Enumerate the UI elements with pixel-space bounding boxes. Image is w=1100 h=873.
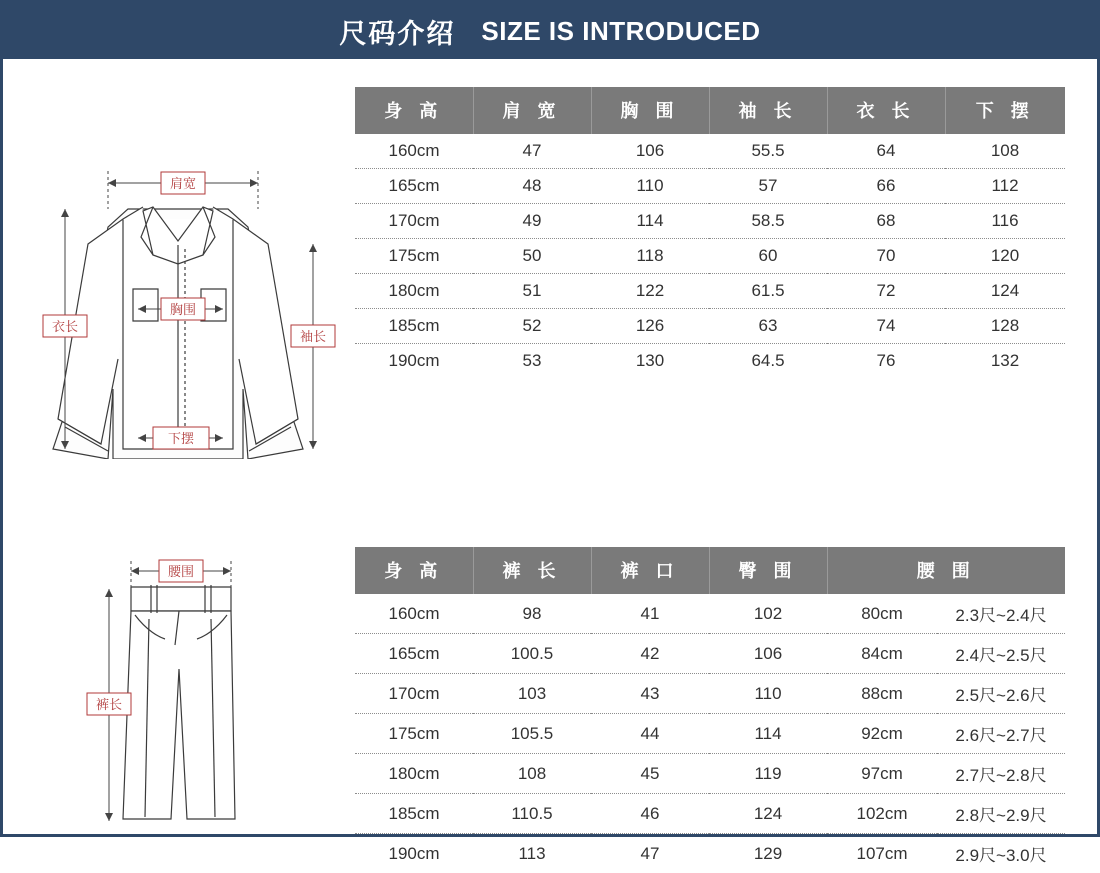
cell: 118	[591, 239, 709, 274]
page-content	[3, 59, 1097, 834]
cell: 2.9尺~3.0尺	[937, 834, 1065, 873]
cell: 64	[827, 134, 945, 169]
cell: 103	[473, 674, 591, 714]
cell: 124	[945, 274, 1065, 309]
cell: 97cm	[827, 754, 937, 794]
cell: 165cm	[355, 169, 473, 204]
cell: 106	[591, 134, 709, 169]
table-row	[355, 674, 1065, 714]
cell: 53	[473, 344, 591, 379]
table-row	[355, 634, 1065, 674]
cell: 66	[827, 169, 945, 204]
cell: 119	[709, 754, 827, 794]
table-header-row	[355, 547, 1065, 594]
cell: 47	[591, 834, 709, 873]
page-title-cn: 尺码介绍	[339, 12, 455, 51]
cell: 47	[473, 134, 591, 169]
cell: 98	[473, 594, 591, 634]
shirt-col-length: 衣 长	[827, 87, 945, 134]
pants-figure	[13, 459, 343, 834]
cell: 84cm	[827, 634, 937, 674]
cell: 88cm	[827, 674, 937, 714]
table-row	[355, 344, 1065, 379]
cell: 165cm	[355, 634, 473, 674]
cell: 132	[945, 344, 1065, 379]
pants-col-length: 裤 长	[473, 547, 591, 594]
table-row	[355, 754, 1065, 794]
pants-col-height: 身 高	[355, 547, 473, 594]
cell: 46	[591, 794, 709, 834]
table-row	[355, 834, 1065, 873]
cell: 41	[591, 594, 709, 634]
page-header	[3, 3, 1097, 59]
table-row	[355, 204, 1065, 239]
shirt-table-wrap	[355, 87, 1065, 378]
cell: 190cm	[355, 344, 473, 379]
shirt-size-table	[355, 87, 1065, 378]
cell: 110	[591, 169, 709, 204]
cell: 70	[827, 239, 945, 274]
cell: 180cm	[355, 274, 473, 309]
cell: 43	[591, 674, 709, 714]
cell: 110.5	[473, 794, 591, 834]
cell: 129	[709, 834, 827, 873]
shirt-col-shoulder: 肩 宽	[473, 87, 591, 134]
cell: 68	[827, 204, 945, 239]
cell: 170cm	[355, 674, 473, 714]
cell: 114	[591, 204, 709, 239]
cell: 48	[473, 169, 591, 204]
cell: 114	[709, 714, 827, 754]
cell: 130	[591, 344, 709, 379]
pants-size-table	[355, 547, 1065, 873]
table-row	[355, 594, 1065, 634]
cell: 107cm	[827, 834, 937, 873]
cell: 55.5	[709, 134, 827, 169]
cell: 2.7尺~2.8尺	[937, 754, 1065, 794]
cell: 185cm	[355, 794, 473, 834]
cell: 92cm	[827, 714, 937, 754]
cell: 57	[709, 169, 827, 204]
cell: 76	[827, 344, 945, 379]
shirt-col-chest: 胸 围	[591, 87, 709, 134]
cell: 58.5	[709, 204, 827, 239]
table-row	[355, 169, 1065, 204]
table-header-row	[355, 87, 1065, 134]
cell: 112	[945, 169, 1065, 204]
cell: 116	[945, 204, 1065, 239]
cell: 100.5	[473, 634, 591, 674]
label-shirt-length: 衣长	[52, 319, 78, 334]
cell: 126	[591, 309, 709, 344]
label-sleeve: 袖长	[300, 329, 326, 344]
cell: 64.5	[709, 344, 827, 379]
cell: 74	[827, 309, 945, 344]
cell: 190cm	[355, 834, 473, 873]
cell: 72	[827, 274, 945, 309]
cell: 106	[709, 634, 827, 674]
cell: 102cm	[827, 794, 937, 834]
cell: 122	[591, 274, 709, 309]
cell: 2.4尺~2.5尺	[937, 634, 1065, 674]
cell: 170cm	[355, 204, 473, 239]
cell: 108	[945, 134, 1065, 169]
cell: 61.5	[709, 274, 827, 309]
pants-diagram	[13, 459, 343, 834]
cell: 102	[709, 594, 827, 634]
label-waist: 腰围	[168, 564, 194, 579]
page-title-en: SIZE IS INTRODUCED	[481, 16, 760, 47]
cell: 120	[945, 239, 1065, 274]
cell: 180cm	[355, 754, 473, 794]
cell: 42	[591, 634, 709, 674]
table-row	[355, 794, 1065, 834]
cell: 2.5尺~2.6尺	[937, 674, 1065, 714]
table-row	[355, 714, 1065, 754]
label-hem: 下摆	[168, 431, 194, 446]
pants-col-hip: 臀 围	[709, 547, 827, 594]
pants-col-cuff: 裤 口	[591, 547, 709, 594]
shirt-section	[3, 59, 1097, 459]
cell: 51	[473, 274, 591, 309]
cell: 175cm	[355, 714, 473, 754]
cell: 160cm	[355, 594, 473, 634]
cell: 128	[945, 309, 1065, 344]
cell: 175cm	[355, 239, 473, 274]
pants-col-waist: 腰 围	[827, 547, 1065, 594]
cell: 2.6尺~2.7尺	[937, 714, 1065, 754]
cell: 50	[473, 239, 591, 274]
table-row	[355, 134, 1065, 169]
table-row	[355, 309, 1065, 344]
shirt-col-sleeve: 袖 长	[709, 87, 827, 134]
cell: 124	[709, 794, 827, 834]
cell: 49	[473, 204, 591, 239]
shirt-diagram	[13, 59, 343, 459]
cell: 113	[473, 834, 591, 873]
shirt-col-height: 身 高	[355, 87, 473, 134]
cell: 63	[709, 309, 827, 344]
cell: 160cm	[355, 134, 473, 169]
cell: 2.3尺~2.4尺	[937, 594, 1065, 634]
cell: 44	[591, 714, 709, 754]
label-chest: 胸围	[170, 302, 196, 317]
cell: 105.5	[473, 714, 591, 754]
cell: 60	[709, 239, 827, 274]
pants-section	[3, 459, 1097, 834]
cell: 108	[473, 754, 591, 794]
pants-table-wrap	[355, 547, 1065, 873]
cell: 185cm	[355, 309, 473, 344]
shirt-col-hem: 下 摆	[945, 87, 1065, 134]
cell: 2.8尺~2.9尺	[937, 794, 1065, 834]
table-row	[355, 274, 1065, 309]
cell: 45	[591, 754, 709, 794]
shirt-figure	[13, 59, 343, 459]
cell: 52	[473, 309, 591, 344]
cell: 80cm	[827, 594, 937, 634]
cell: 110	[709, 674, 827, 714]
label-shoulder: 肩宽	[170, 176, 196, 191]
table-row	[355, 239, 1065, 274]
label-pants-length: 裤长	[96, 697, 122, 712]
